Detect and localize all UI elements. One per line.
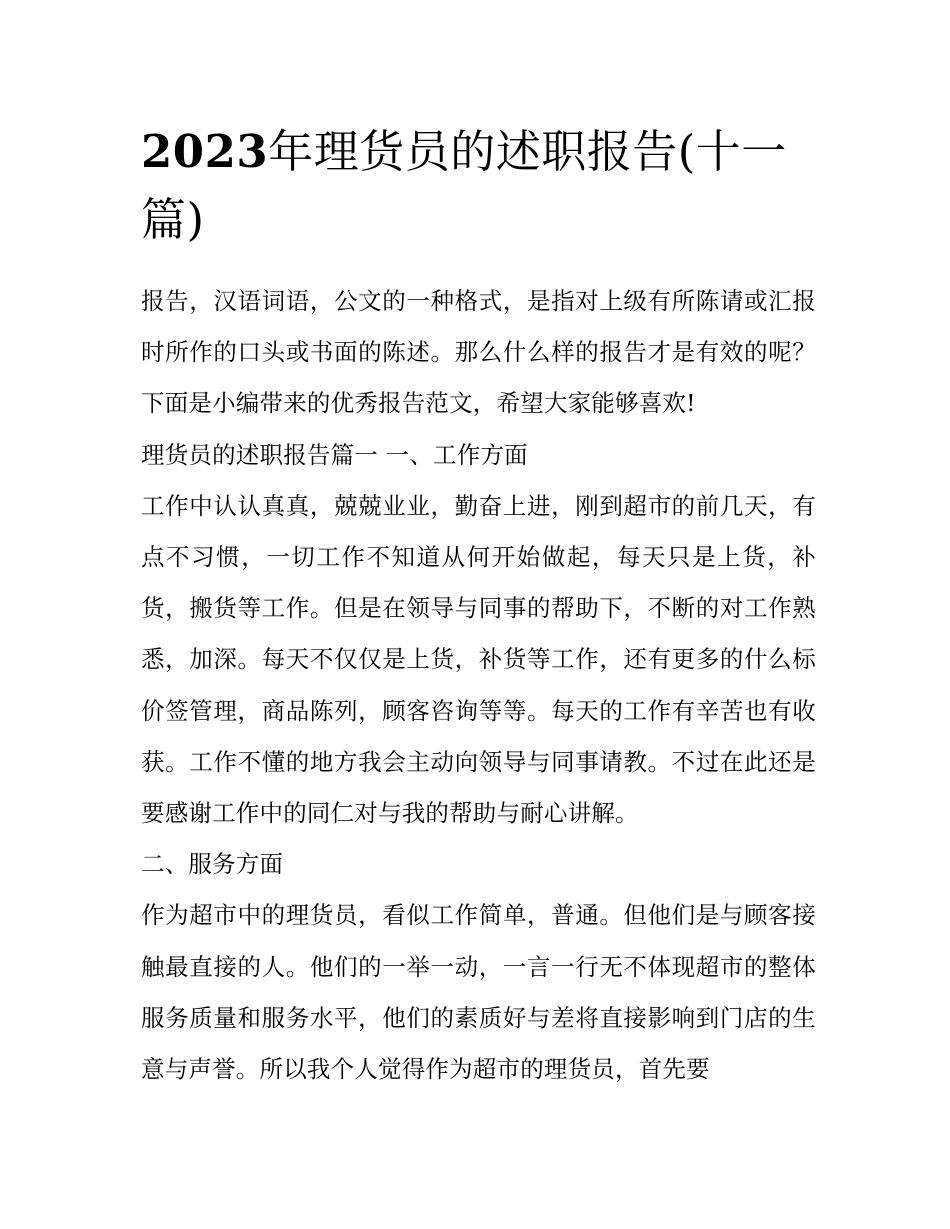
intro-paragraph: 报告，汉语词语，公文的一种格式，是指对上级有所陈请或汇报时所作的口头或书面的陈述。那么什么样的报告才是有效的呢？下面是小编带来的优秀报告范文，希望大家能够喜欢! <box>141 287 816 418</box>
document-title <box>141 118 816 254</box>
work-paragraph: 工作中认认真真，兢兢业业，勤奋上进，刚到超市的前几天，有点不习惯，一切工作不知道从何开始做起，每天只是上货，补货，搬货等工作。但是在领导与同事的帮助下，不断的对工作熟悉，加深。每天不仅仅是上货，补货等工作，还有更多的什么标价签管理，商品陈列，顾客咨询等等。每天的工作有辛苦也有收获。工作不懂的地方我会主动向领导与同事请教。不过在此还是要感谢工作中的同仁对与我的帮助与耐心讲解。 <box>141 491 816 828</box>
section-heading-service: 二、服务方面 <box>141 850 284 879</box>
service-paragraph: 作为超市中的理货员，看似工作简单，普通。但他们是与顾客接触最直接的人。他们的一举一动，一言一行无不体现超市的整体服务质量和服务水平，他们的素质好与差将直接影响到门店的生意与声誉。所以我个人觉得作为超市的理货员，首先要 <box>141 901 816 1084</box>
section-heading-work: 理货员的述职报告篇一 一、工作方面 <box>141 440 528 469</box>
document-content <box>141 118 816 1095</box>
title-text: 年理货员的述职报告(十一篇) <box>141 125 787 246</box>
title-year: 2023 <box>141 125 269 178</box>
